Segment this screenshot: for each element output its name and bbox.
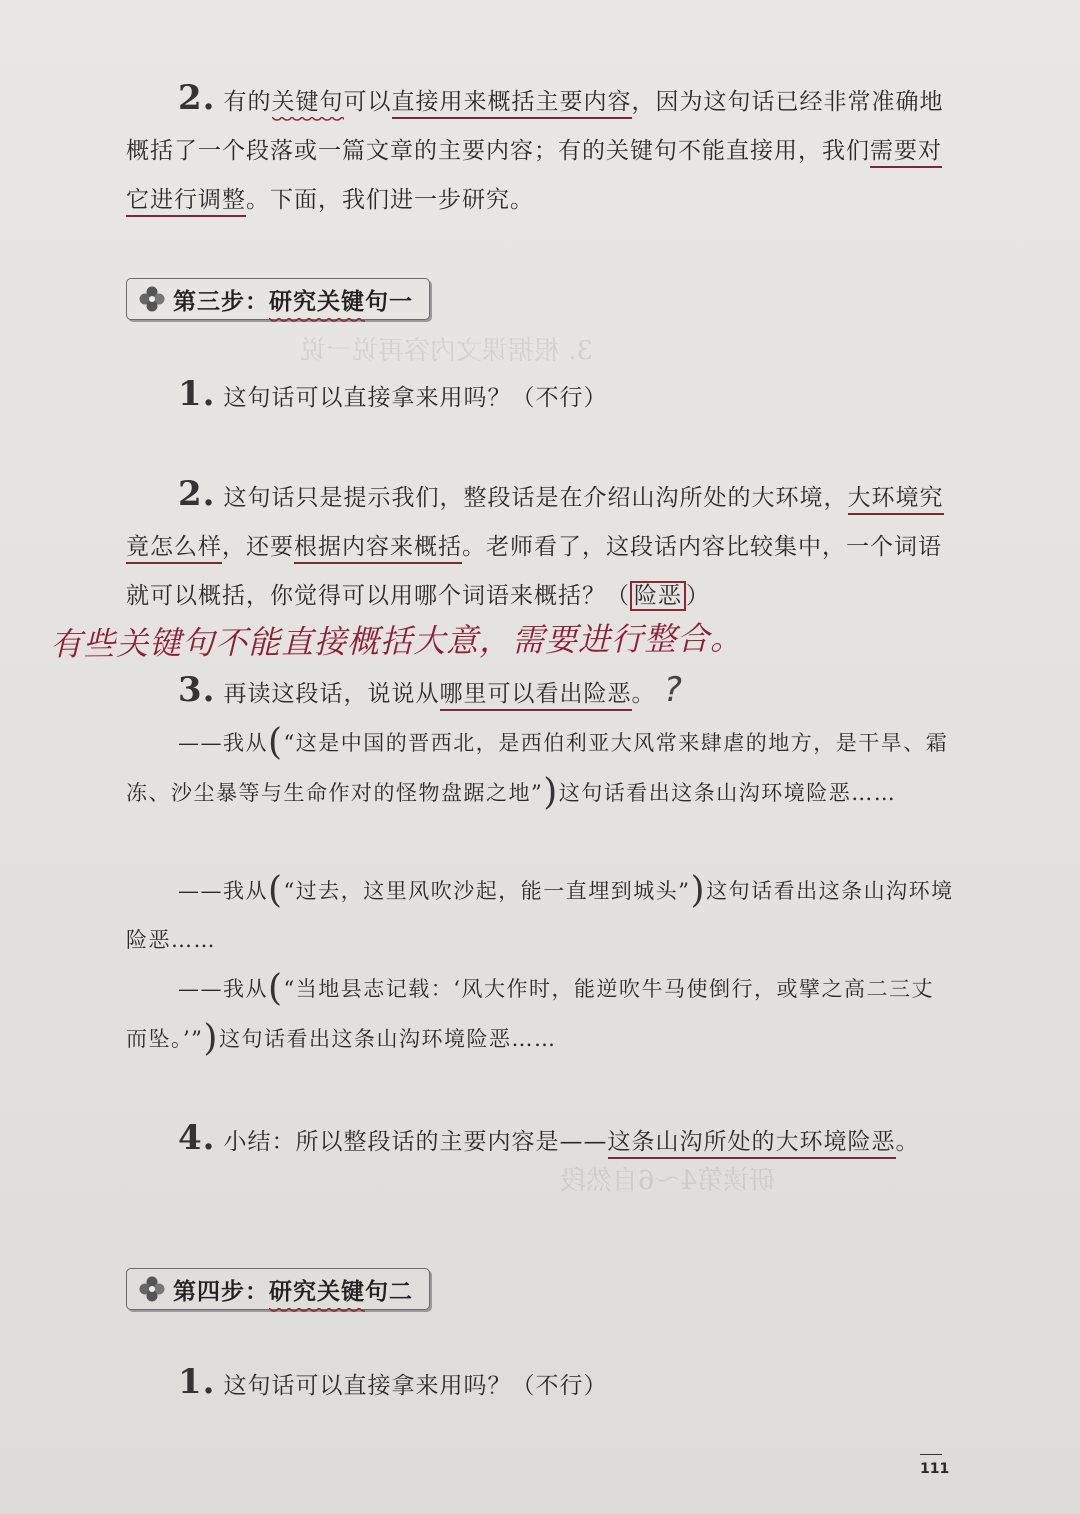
quote-answer-3: ——我从(“当地县志记载：‘风大作时，能逆吹牛马使倒行，或擘之高二三丈而坠。’”)这句话看出这条山沟环境险恶……: [126, 968, 934, 1059]
handwritten-note: 有些关键句不能直接概括大意，需要进行整合。: [49, 619, 744, 664]
answer-box: 险恶: [630, 581, 686, 611]
underlined-phrase: 这条山沟所处的大环境险恶: [608, 1129, 896, 1159]
step-3-question-3: 3. 再读这段话，说说从哪里可以看出险恶。 ?: [178, 670, 683, 710]
quote-answer-2: ——我从(“过去，这里风吹沙起，能一直埋到城头”)这句话看出这条山沟环境险恶……: [126, 870, 954, 952]
clover-icon: [139, 1276, 165, 1302]
underlined-phrase: 哪里可以看出险恶: [440, 681, 632, 711]
quote-answer-1: ——我从(“这是中国的晋西北，是西伯利亚大风常来肆虐的地方，是干旱、霜冻、沙尘暴等与生命作对的怪物盘踞之地”)这句话看出这条山沟环境险恶……: [126, 722, 949, 813]
step-4-question-1: 1. 这句话可以直接拿来用吗？（不行）: [178, 1362, 608, 1402]
step-3-header: 第三步： 研究关键 句一: [126, 278, 430, 320]
step-3-summary: 4. 小结：所以整段话的主要内容是——这条山沟所处的大环境险恶。: [178, 1118, 920, 1158]
underlined-phrase: 根据内容来概括: [294, 534, 462, 564]
underlined-phrase: 需要对它进行调整: [126, 138, 942, 217]
underlined-phrase: 大环境究竟怎么样: [126, 485, 944, 564]
clover-icon: [139, 286, 165, 312]
keyword-wave: 关键句: [271, 89, 344, 115]
section-2-paragraph: 2. 有的关键句可以直接用来概括主要内容，因为这句话已经非常准确地概括了一个段落或一篇文章的主要内容；有的关键句不能直接用，我们需要对它进行调整。下面，我们进一步研究。: [126, 74, 946, 225]
step-3-question-1: 1. 这句话可以直接拿来用吗？（不行）: [178, 374, 608, 414]
step-4-header: 第四步： 研究关键 句二: [126, 1268, 430, 1310]
underlined-phrase: 直接用来概括主要内容: [392, 89, 632, 119]
question-mark-annotation: ?: [663, 670, 683, 710]
bleed-through: 研读第4～6自然段: [560, 1166, 776, 1196]
step-3-question-2: 2. 这句话只是提示我们，整段话是在介绍山沟所处的大环境，大环境究竟怎么样，还要根据内容来概括。老师看了，这段话内容比较集中，一个词语就可以概括，你觉得可以用哪个词语来概括？（ 险恶 ）: [126, 474, 944, 609]
page-number: 111: [920, 1454, 942, 1477]
bleed-through: 3. 根据课文内容再说一说: [300, 336, 594, 366]
item-number: 2.: [178, 78, 216, 118]
